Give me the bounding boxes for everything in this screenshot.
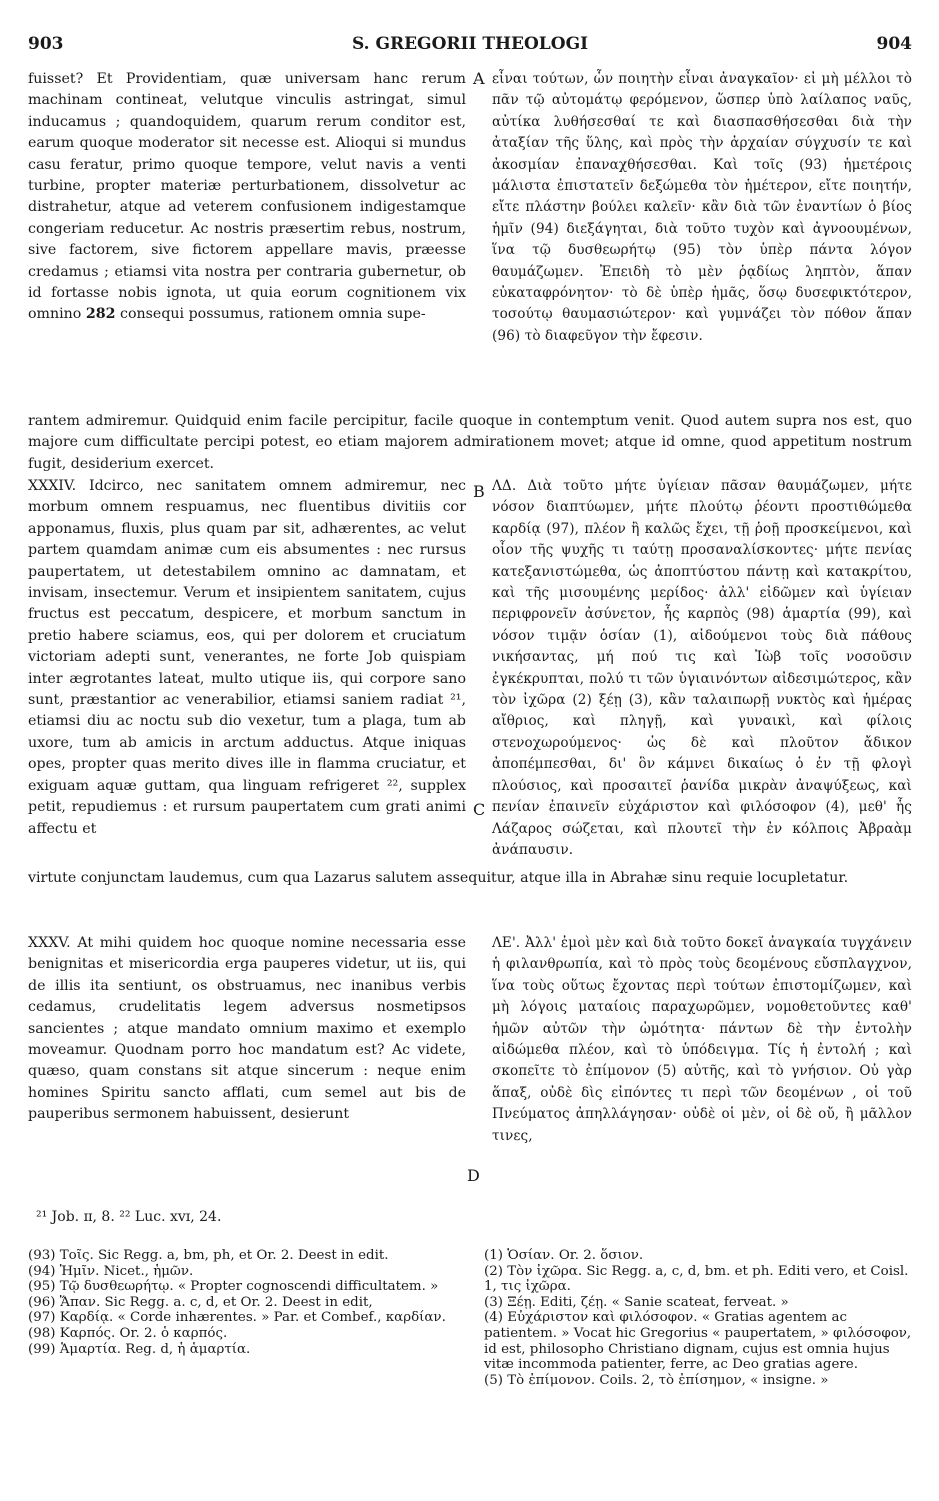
margin-letter-d: D: [467, 1166, 480, 1185]
greek-column-1: εἶναι τούτων, ὧν ποιητὴν εἶναι ἀναγκαῖον· εἰ μὴ μέλλοι τὸ πᾶν τῷ αὐτομάτῳ φερόμενον, ὥσπερ ὑπὸ λαίλαπος ναῦς, αὐτίκα λυθήσεσθαί τε καὶ διασπασθήσεσθαι διὰ τὴν ἀταξίαν τῆς ὕλης, καὶ πρὸς τὴν ἀρχαίαν σύγχυσίν τε καὶ ἀκοσμίαν ἐπαναχθήσεσθαι. Καὶ τοῖς (93) ἡμετέροις μάλιστα ἐπιστατεῖν δεξώμεθα τὸν ἡμέτερον, εἴτε ποιητήν, εἴτε πλάστην βούλει καλεῖν· κἂν διὰ τῶν ἐναντίων ὁ βίος ἡμῖν (94) διεξάγηται, διὰ τοῦτο τυχὸν καὶ ἀγνοουμένων, ἵνα τῷ δυσθεωρήτῳ (95) τὸν ὑπὲρ πάντα λόγον θαυμάζωμεν. Ἐπειδὴ τὸ μὲν ῥᾳδίως ληπτὸν, ἅπαν εὐκαταφρόνητον· τὸ δὲ ὑπὲρ ἡμᾶς, ὅσῳ δυσεφικτότερον, τοσούτῳ θαυμασιώτερον· καὶ γυμνάζει τὸν πόθον ἅπαν (96) τὸ διαφεῦγον τὴν ἔφεσιν.: [492, 71, 912, 344]
full-width-text-1: rantem admiremur. Quidquid enim facile percipitur, facile quoque in contemptum venit. Quod autem supra nos est, quo majore cum difficultate percipi potest, eo etiam majorem admirationem movet; atque id omne, quod appetitum nostrum fugit, desiderium exercet.: [28, 413, 912, 472]
footnote: (1) Ὁσίαν. Or. 2. ὅσιον.: [484, 1248, 644, 1263]
margin-letter-b: B: [473, 482, 485, 501]
margin-letter-a: A: [473, 69, 485, 88]
footnote: (4) Εὐχάριστον καὶ φιλόσοφον. « Gratias agentem ac patientem. » Vocat hic Gregorius « paupertatem, » φιλόσοφον, id est, philosopho Christiano dignam, cujus est omnia hujus vitæ incommoda patienter, ferre, ac Deo gratias agere.: [484, 1310, 912, 1373]
greek-column-2: ΛΔ. Διὰ τοῦτο μήτε ὑγίειαν πᾶσαν θαυμάζωμεν, μήτε νόσον διαπτύωμεν, μήτε πλούτῳ ῥέοντι προστιθώμεθα καρδίᾳ (97), πλέον ἢ καλῶς ἔχει, τῇ ῥοῇ προσκείμενοι, καὶ οἷον τῆς ψυχῆς τι ταύτῃ προσαναλίσκοντες· μήτε πενίας κατεξανιστώμεθα, ὡς ἀποπτύστου πάντῃ καὶ κατακρίτου, καὶ τῆς μισουμένης μερίδος· ἀλλ' εἰδῶμεν καὶ ὑγίειαν περιφρονεῖν ἀσύνετον, ἧς καρπὸς (98) ἁμαρτία (99), καὶ νόσον τιμᾷν ὁσίαν (1), αἰδούμενοι τοὺς διὰ πάθους νικήσαντας, μή πού τις καὶ Ἰὼβ τοῖς νοσοῦσιν ἐγκέκρυπται, πολύ τι τῶν ὑγιαινόντων αἰδεσιμώτερος, κἂν τὸν ἰχῶρα (2) ξέῃ (3), κἂν ταλαιπωρῇ νυκτὸς καὶ ἡμέρας αἴθριος, καὶ πληγῇ, καὶ γυναικὶ, καὶ φίλοις στενοχωρούμενος· ὡς δὲ καὶ πλοῦτον ἄδικον ἀποπέμπεσθαι, δι' ὃν κάμνει δικαίως ὁ ἐν τῇ φλογὶ πλούσιος, καὶ προσαιτεῖ ῥανίδα μικρὰν ἀναψύξεως, καὶ πενίαν ἐπαινεῖν εὐχάριστον καὶ φιλόσοφον (4), μεθ' ἧς Λάζαρος σώζεται, καὶ πλουτεῖ τὴν ἐν κόλποις Ἀβραὰμ ἀνάπαυσιν.: [492, 478, 912, 858]
scripture-references: ²¹ Job. ɪɪ, 8. ²² Luc. xᴠɪ, 24.: [36, 1209, 222, 1225]
margin-letter-c: C: [473, 800, 486, 819]
footnote: (98) Καρπός. Or. 2. ὁ καρπός.: [28, 1325, 228, 1341]
margin-number-282: 282: [85, 306, 116, 323]
footnote: (99) Ἁμαρτία. Reg. d, ἡ ἁμαρτία.: [28, 1341, 251, 1357]
latin-column-3: XXXV. At mihi quidem hoc quoque nomine necessaria esse benignitas et misericordia erga pauperes videtur, ut iis, qui de illis ita sentiunt, os obstruamus, nec inanibus verbis cedamus, crudelitatis legem adversus nosmetipsos sancientes ; atque mandato omnium maximo et exemplo moveamur. Quodnam porro hoc mandatum est? Ac videte, quæso, quam constans sit atque sincerum : neque enim homines Spiritu sancto afflati, cum semel aut bis de pauperibus sermonem habuissent, desierunt: [28, 935, 466, 1123]
footnotes-left: [28, 1248, 460, 1357]
footnote: (93) Τοῖς. Sic Regg. a, bm, ph, et Or. 2. Deest in edit.: [28, 1248, 389, 1263]
footnote: (3) Ξέῃ. Editi, ζέῃ. « Sanie scateat, ferveat. »: [484, 1294, 789, 1310]
right-column-number: 904: [876, 34, 912, 54]
running-title: S. GREGORII THEOLOGI: [351, 34, 589, 54]
latin-text-continued: consequi possumus, rationem omnia supe-: [120, 306, 426, 323]
footnote: (97) Καρδίᾳ. « Corde inhærentes. » Par. et Combef., καρδίαν.: [28, 1310, 446, 1326]
full-width-text-2: virtute conjunctam laudemus, cum qua Lazarus salutem assequitur, atque illa in Abrahæ sinu requie locupletatur.: [28, 870, 849, 886]
left-column-number: 903: [28, 34, 64, 54]
footnote: (96) Ἅπαν. Sic Regg. a. c, d, et Or. 2. Deest in edit,: [28, 1294, 373, 1310]
footnote: (95) Τῷ δυσθεωρήτῳ. « Propter cognoscendi difficultatem. »: [28, 1279, 439, 1295]
footnote: (5) Τὸ ἐπίμονον. Coils. 2, τὸ ἐπίσημον, « insigne. »: [484, 1372, 829, 1388]
greek-column-3: ΛΕ'. Ἀλλ' ἐμοὶ μὲν καὶ διὰ τοῦτο δοκεῖ ἀναγκαία τυγχάνειν ἡ φιλανθρωπία, καὶ τὸ πρὸς τοὺς δεομένους εὔσπλαγχνον, ἵνα τοὺς οὕτως ἔχοντας περὶ τούτων ἐπιστομίζωμεν, καὶ μὴ λόγοις ματαίοις παραχωρῶμεν, νομοθετοῦντες καθ' ἡμῶν αὐτῶν τὴν ὠμότητα· πάντων δὲ τὴν ἐντολὴν αἰδώμεθα πλέον, καὶ τὸ ὑπόδειγμα. Τίς ἡ ἐντολή ; καὶ σκοπεῖτε τὸ ἐπίμονον (5) αὐτῆς, καὶ τὸ γνήσιον. Οὐ γὰρ ἅπαξ, οὐδὲ δὶς εἰπόντες τι περὶ τῶν δεομένων , οἱ τοῦ Πνεύματος ἀπηλλάγησαν· οὐδὲ οἱ μὲν, οἱ δὲ οὔ, ἢ μᾶλλον τινες,: [492, 935, 912, 1144]
latin-column-2: XXXIV. Idcirco, nec sanitatem omnem admiremur, nec morbum omnem respuamus, nec fluentibus divitiis cor apponamus, fluxis, plus quam par sit, adhærentes, ac velut partem quamdam animæ cum eis absumentes : nec rursus paupertatem, ut detestabilem omnino ac damnatam, et invisam, insectemur. Verum et insipientem sanitatem, cujus fructus est peccatum, despicere, et morbum sanctum in pretio habere sciamus, eos, qui per dolorem et cruciatum victoriam adepti sunt, venerantes, ne forte Job quispiam inter ægrotantes lateat, multo utique iis, qui corpore sano sunt, præstantior ac venerabilior, etiamsi saniem radiat ²¹, etiamsi diu ac noctu sub dio vexetur, tum a plaga, tum ab uxore, tum ab amicis in arctum adductus. Atque iniquas opes, propter quas merito dives ille in flamma cruciatur, et exiguam aquæ guttam, qua linguam refrigeret ²², supplex petit, repudiemus : et rursum paupertatem cum grati animi affectu et: [28, 478, 466, 837]
page-header: [28, 34, 912, 60]
latin-text: fuisset? Et Providentiam, quæ universam hanc rerum machinam contineat, velutque vinculis astringat, simul inducamus ; quandoquidem, quarum rerum conditor est, earum quoque moderator sit necesse est. Alioqui si mundus casu feratur, primo quoque tempore, velut navis a venti turbine, propter materiæ perturbationem, dissolvetur ac distrahetur, atque ad veterem confusionem indigestamque congeriam reducetur. Ac nostris præsertim rebus, nostrum, sive factorem, sive fictorem appellare mavis, præesse credamus ; etiamsi vita nostra per contraria gubernetur, ob id fortasse nobis ignota, ut quia eorum cognitionem vix omnino: [28, 71, 466, 323]
footnote: (2) Τὸν ἰχῶρα. Sic Regg. a, c, d, bm. et ph. Editi vero, et Coisl. 1, τις ἰχῶρα.: [484, 1263, 909, 1295]
footnotes-right: [484, 1248, 912, 1388]
latin-column-1: [28, 69, 466, 326]
footnote: (94) Ἡμῖν. Nicet., ἡμῶν.: [28, 1263, 194, 1279]
